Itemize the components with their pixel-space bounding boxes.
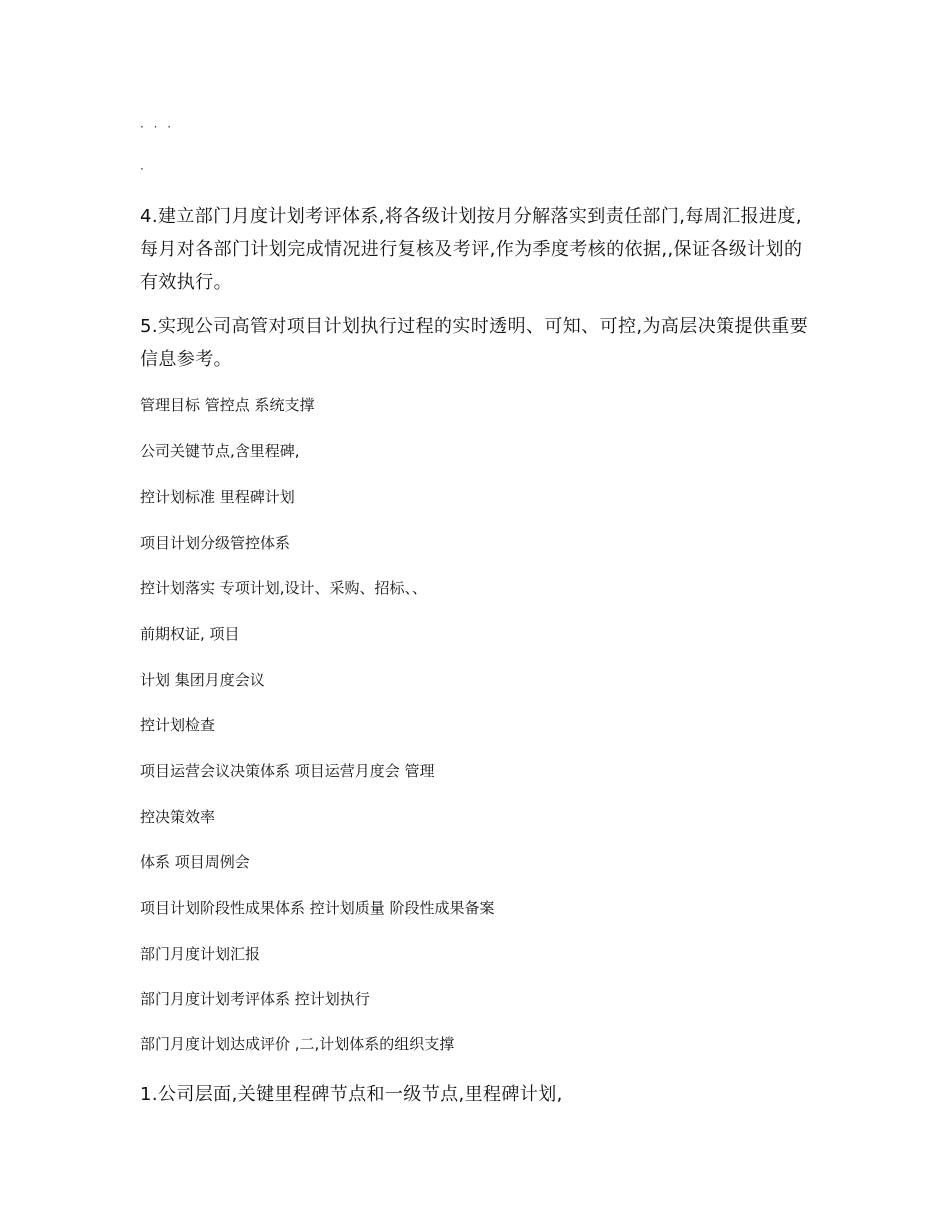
text-line: 控决策效率	[140, 808, 216, 826]
paragraph-item-5: 5.实现公司高管对项目计划执行过程的实时透明、可知、可控,为高层决策提供重要信息参考。	[140, 316, 809, 370]
text-line: 公司关键节点,含里程碑,	[140, 442, 300, 460]
paragraph-item-4: 4.建立部门月度计划考评体系,将各级计划按月分解落实到责任部门,每周汇报进度,每月对各部门计划完成情况进行复核及考评,作为季度考核的依据,,保证各级计划的有效执行。	[140, 206, 803, 293]
text-line: 部门月度计划达成评价 ,二,计划体系的组织支撑	[140, 1035, 455, 1053]
text-line: 管理目标 管控点 系统支撑	[140, 396, 315, 414]
dot-marker: ·	[140, 162, 147, 176]
text-line: 前期权证, 项目	[140, 625, 240, 643]
text-line: 控计划标准 里程碑计划	[140, 488, 295, 506]
ellipsis-marker: · · ·	[140, 120, 175, 134]
text-line: 计划 集团月度会议	[140, 671, 265, 689]
text-line: 项目计划分级管控体系	[140, 534, 291, 552]
text-line: 项目运营会议决策体系 项目运营月度会 管理	[140, 762, 435, 780]
text-line: 控计划落实 专项计划,设计、采购、招标、、	[140, 579, 428, 597]
text-line: 体系 项目周例会	[140, 853, 250, 871]
text-line: 部门月度计划考评体系 控计划执行	[140, 990, 370, 1008]
text-line: 控计划检查	[140, 716, 216, 734]
text-line: 项目计划阶段性成果体系 控计划质量 阶段性成果备案	[140, 899, 495, 917]
text-line: 部门月度计划汇报	[140, 945, 261, 963]
paragraph-item-1: 1.公司层面,关键里程碑节点和一级节点,里程碑计划,	[140, 1084, 563, 1105]
